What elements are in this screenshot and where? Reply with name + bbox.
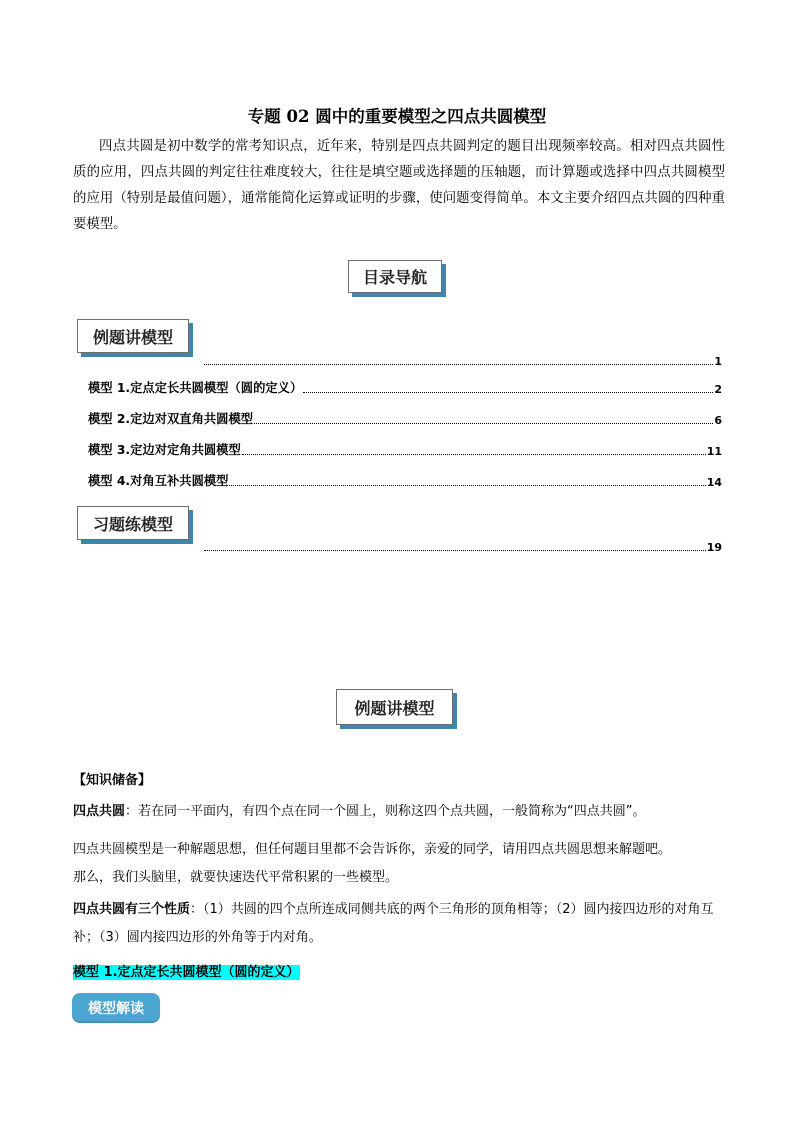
toc-section-practice[interactable]: 习题练模型 bbox=[77, 506, 189, 540]
toc-entry-model-4[interactable] bbox=[88, 471, 722, 489]
toc-entry-model-1[interactable] bbox=[88, 378, 722, 396]
toc-page-number: 14 bbox=[706, 476, 722, 489]
section-heading: 例题讲模型 bbox=[336, 689, 453, 725]
properties-label: 四点共圆有三个性质 bbox=[73, 902, 191, 917]
paragraph: 那么，我们头脑里，就要快速迭代平常积累的一些模型。 bbox=[73, 870, 399, 885]
toc-page-number: 6 bbox=[714, 414, 722, 427]
model-explain-button[interactable]: 模型解读 bbox=[72, 993, 160, 1023]
dot-leader bbox=[303, 392, 713, 393]
dot-leader bbox=[204, 550, 706, 551]
toc-entry-practice[interactable] bbox=[203, 541, 722, 554]
dot-leader bbox=[254, 423, 713, 424]
definition-paragraph bbox=[73, 800, 725, 819]
toc-page-number: 1 bbox=[714, 355, 722, 368]
definition-text: ：若在同一平面内，有四个点在同一个圆上，则称这四个点共圆，一般简称为“四点共圆”。 bbox=[125, 804, 646, 819]
toc-entry-examples[interactable] bbox=[203, 355, 722, 368]
toc-heading: 目录导航 bbox=[348, 260, 442, 293]
toc-page-number: 19 bbox=[706, 541, 722, 554]
definition-term: 四点共圆 bbox=[73, 804, 126, 819]
toc-section-examples[interactable]: 例题讲模型 bbox=[77, 319, 189, 353]
intro-paragraph: 四点共圆是初中数学的常考知识点，近年来，特别是四点共圆判定的题目出现频率较高。相对四点共圆性质的应用，四点共圆的判定往往难度较大，往往是填空题或选择题的压轴题，而计算题或选择中四点共圆模型的应用（特别是最值问题），通常能简化运算或证明的步骤，使问题变得简单。本文主要介绍四点共圆的四种重要模型。 bbox=[73, 139, 725, 232]
toc-entry-model-2[interactable] bbox=[88, 409, 722, 427]
model-1-heading: 模型 1.定点定长共圆模型（圆的定义） bbox=[73, 965, 300, 980]
knowledge-label: 【知识储备】 bbox=[73, 773, 152, 788]
properties-paragraph bbox=[73, 896, 725, 952]
page-title: 专题 02 圆中的重要模型之四点共圆模型 bbox=[247, 107, 547, 126]
toc-entry-label: 模型 2.定边对双直角共圆模型 bbox=[88, 412, 254, 426]
toc-page-number: 2 bbox=[714, 383, 722, 396]
model-1-heading-line bbox=[73, 961, 725, 980]
toc-entry-label: 模型 1.定点定长共圆模型（圆的定义） bbox=[88, 381, 303, 395]
toc-entry-label: 模型 4.对角互补共圆模型 bbox=[88, 474, 229, 488]
dot-leader bbox=[242, 454, 706, 455]
properties-text: ：（1）共圆的四个点所连成同侧共底的两个三角形的顶角相等；（2）圆内接四边形的对角互补；（3）圆内接四边形的外角等于内对角。 bbox=[73, 902, 714, 945]
dot-leader bbox=[229, 485, 705, 486]
paragraph: 四点共圆模型是一种解题思想，但任何题目里都不会告诉你，亲爱的同学，请用四点共圆思想来解题吧。 bbox=[73, 842, 672, 857]
toc-page-number: 11 bbox=[706, 445, 722, 458]
toc-entry-model-3[interactable] bbox=[88, 440, 722, 458]
dot-leader bbox=[204, 364, 713, 365]
toc-entry-label: 模型 3.定边对定角共圆模型 bbox=[88, 443, 241, 457]
